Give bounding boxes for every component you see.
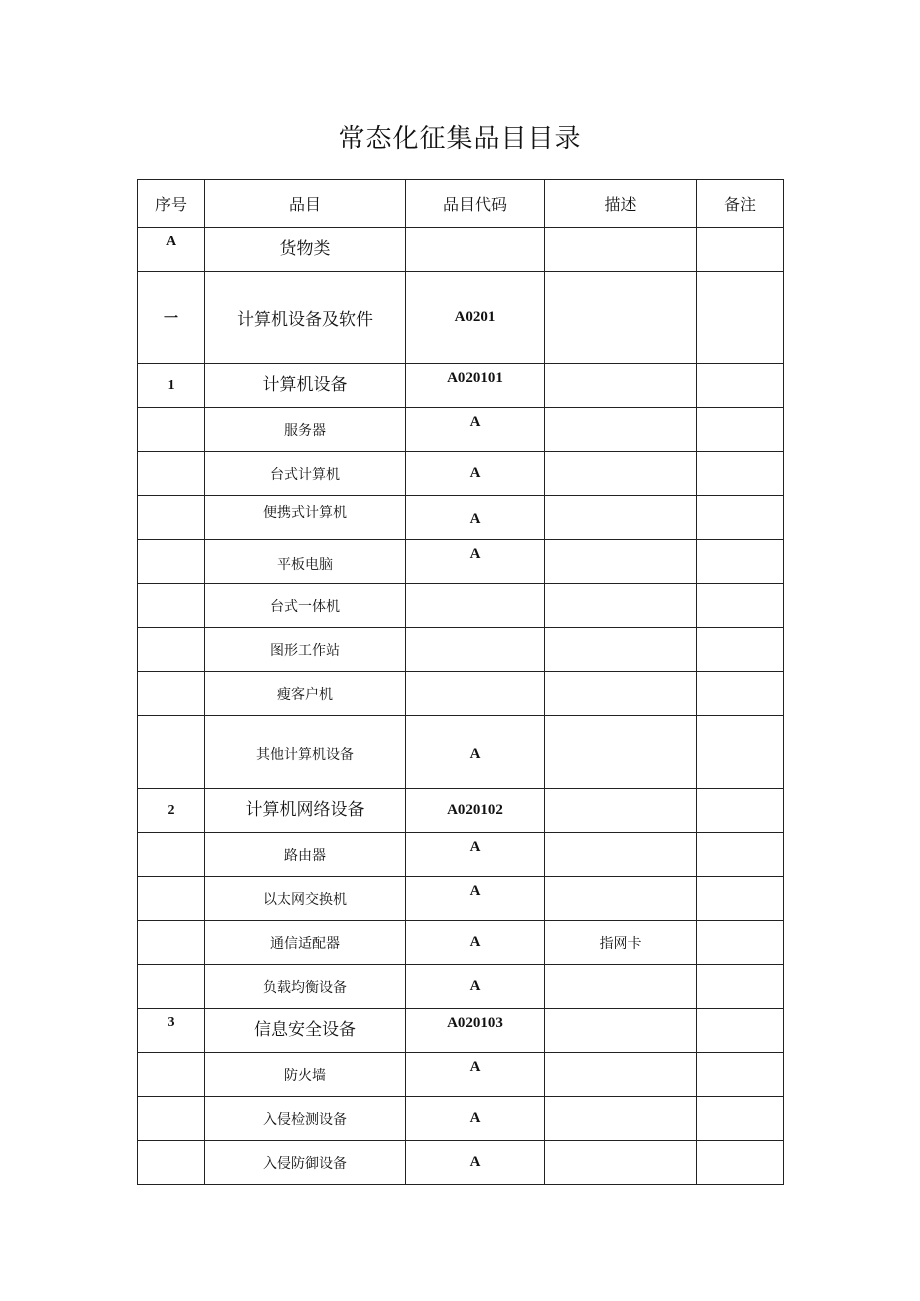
row-note bbox=[697, 1009, 783, 1052]
row-note bbox=[697, 921, 783, 964]
row-desc bbox=[545, 1053, 696, 1096]
row-no: 一 bbox=[164, 311, 178, 327]
row-desc bbox=[545, 272, 696, 363]
row-item: 入侵检测设备 bbox=[263, 1111, 347, 1128]
row-no bbox=[138, 628, 204, 671]
catalog-table bbox=[137, 179, 784, 1185]
row-item: 防火墙 bbox=[284, 1067, 326, 1084]
row-code: A bbox=[469, 465, 481, 481]
row-no bbox=[138, 672, 204, 715]
row-note bbox=[697, 833, 783, 876]
row-no: 2 bbox=[167, 802, 175, 818]
row-code: A0201 bbox=[454, 309, 496, 325]
header-no: 序号 bbox=[138, 180, 205, 228]
row-note bbox=[697, 452, 783, 495]
row-item: 货物类 bbox=[279, 239, 331, 259]
row-desc bbox=[545, 877, 696, 920]
table-row bbox=[138, 1141, 784, 1185]
row-note bbox=[697, 584, 783, 627]
row-item: 台式计算机 bbox=[270, 466, 340, 483]
row-item: 便携式计算机 bbox=[263, 505, 347, 521]
row-code: A bbox=[469, 745, 481, 762]
row-item: 以太网交换机 bbox=[263, 891, 347, 908]
row-code bbox=[406, 672, 544, 715]
row-code: A bbox=[469, 1110, 481, 1126]
row-note bbox=[697, 1097, 783, 1140]
row-no bbox=[138, 877, 204, 920]
row-desc bbox=[545, 408, 696, 451]
row-no bbox=[138, 1097, 204, 1140]
row-note bbox=[697, 228, 783, 271]
row-item: 入侵防御设备 bbox=[263, 1155, 347, 1172]
table-row bbox=[138, 1053, 784, 1097]
row-item: 计算机设备 bbox=[262, 375, 348, 395]
row-code: A020101 bbox=[447, 370, 503, 386]
row-note bbox=[697, 496, 783, 539]
row-code: A bbox=[469, 978, 481, 994]
row-item: 计算机设备及软件 bbox=[237, 310, 373, 330]
row-no bbox=[138, 1141, 204, 1184]
row-desc bbox=[545, 833, 696, 876]
row-item: 服务器 bbox=[284, 422, 326, 439]
row-no: A bbox=[165, 234, 177, 249]
table-row bbox=[138, 228, 784, 272]
row-no bbox=[138, 1053, 204, 1096]
table-row bbox=[138, 789, 784, 833]
row-desc bbox=[545, 1009, 696, 1052]
table-row bbox=[138, 364, 784, 408]
table-row bbox=[138, 1009, 784, 1053]
table-row bbox=[138, 540, 784, 584]
row-no bbox=[138, 584, 204, 627]
table-header-row bbox=[138, 180, 784, 228]
row-no bbox=[138, 540, 204, 583]
row-item: 图形工作站 bbox=[270, 642, 340, 659]
table-row bbox=[138, 1097, 784, 1141]
row-note bbox=[697, 716, 783, 788]
row-no bbox=[138, 408, 204, 451]
row-item: 信息安全设备 bbox=[254, 1020, 356, 1040]
row-code: A bbox=[469, 1154, 481, 1170]
row-desc bbox=[545, 672, 696, 715]
row-item: 平板电脑 bbox=[277, 556, 333, 573]
row-code: A bbox=[469, 546, 481, 562]
row-desc bbox=[545, 228, 696, 271]
row-note bbox=[697, 364, 783, 407]
table-row bbox=[138, 877, 784, 921]
row-desc bbox=[545, 1097, 696, 1140]
row-desc bbox=[545, 364, 696, 407]
row-code: A bbox=[469, 839, 481, 855]
header-item: 品目 bbox=[205, 180, 406, 228]
table-row bbox=[138, 452, 784, 496]
row-note bbox=[697, 1053, 783, 1096]
row-item: 负载均衡设备 bbox=[263, 979, 347, 996]
row-code: A bbox=[469, 1059, 481, 1075]
row-desc bbox=[545, 628, 696, 671]
row-item: 路由器 bbox=[284, 847, 326, 864]
row-item: 台式一体机 bbox=[270, 598, 340, 615]
table-row bbox=[138, 496, 784, 540]
row-code: A bbox=[469, 934, 481, 950]
row-no: 3 bbox=[167, 1015, 175, 1030]
table-row bbox=[138, 833, 784, 877]
row-note bbox=[697, 877, 783, 920]
row-code: A bbox=[469, 511, 481, 527]
row-desc bbox=[545, 1141, 696, 1184]
row-code: A bbox=[469, 414, 481, 430]
row-note bbox=[697, 540, 783, 583]
table-row bbox=[138, 272, 784, 364]
row-note bbox=[697, 628, 783, 671]
table-row bbox=[138, 716, 784, 789]
row-item: 其他计算机设备 bbox=[256, 747, 354, 763]
row-note bbox=[697, 672, 783, 715]
row-desc bbox=[545, 496, 696, 539]
page-title: 常态化征集品目目录 bbox=[338, 124, 582, 154]
row-no bbox=[138, 496, 204, 539]
row-no bbox=[138, 716, 204, 788]
row-item: 瘦客户机 bbox=[277, 686, 333, 703]
table-row bbox=[138, 628, 784, 672]
row-code bbox=[406, 584, 544, 627]
row-desc bbox=[545, 540, 696, 583]
row-code bbox=[406, 628, 544, 671]
row-code: A020103 bbox=[447, 1015, 503, 1031]
table-row bbox=[138, 672, 784, 716]
row-no bbox=[138, 965, 204, 1008]
row-no bbox=[138, 452, 204, 495]
table-row bbox=[138, 584, 784, 628]
row-note bbox=[697, 1141, 783, 1184]
row-note bbox=[697, 965, 783, 1008]
table-row bbox=[138, 921, 784, 965]
row-desc: 指网卡 bbox=[599, 935, 642, 952]
row-note bbox=[697, 272, 783, 363]
table-row bbox=[138, 965, 784, 1009]
row-desc bbox=[545, 716, 696, 788]
row-desc bbox=[545, 584, 696, 627]
row-code: A020102 bbox=[447, 802, 503, 818]
header-note: 备注 bbox=[697, 180, 784, 228]
row-no bbox=[138, 833, 204, 876]
row-note bbox=[697, 408, 783, 451]
row-no bbox=[138, 921, 204, 964]
row-item: 计算机网络设备 bbox=[245, 800, 365, 820]
row-desc bbox=[545, 789, 696, 832]
row-code: A bbox=[469, 883, 481, 899]
row-no: 1 bbox=[167, 377, 175, 393]
row-desc bbox=[545, 965, 696, 1008]
row-item: 通信适配器 bbox=[270, 935, 340, 952]
table-row bbox=[138, 408, 784, 452]
header-desc: 描述 bbox=[545, 180, 697, 228]
row-code bbox=[406, 228, 544, 271]
header-code: 品目代码 bbox=[406, 180, 545, 228]
row-desc bbox=[545, 452, 696, 495]
row-note bbox=[697, 789, 783, 832]
